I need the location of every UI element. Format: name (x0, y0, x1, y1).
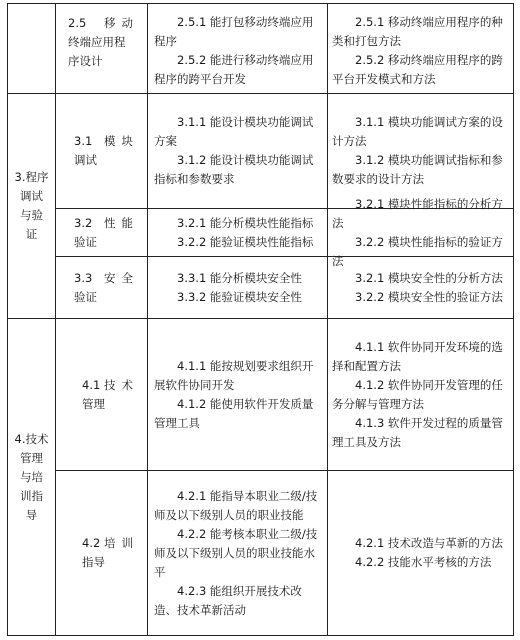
item-name-3-1-line2: 调试 (74, 153, 97, 167)
knowledge-3-1 (328, 94, 514, 209)
knowledge-2-5-1: 2.5.1 移动终端应用程序的种类和打包方法 (332, 15, 503, 48)
item-name-2-5 (56, 4, 148, 94)
unit-4-line3: 与培 (19, 469, 43, 484)
skill-3-3-2: 3.3.2 能验证模块安全性 (177, 289, 302, 304)
skill-3-2-2: 3.2.2 能验证模块性能指标 (177, 234, 314, 249)
competency-table (7, 3, 514, 636)
item-name-3-1 (56, 94, 148, 209)
knowledge-3-1-2: 3.1.2 模块功能调试指标和参数要求的设计方法 (332, 153, 503, 186)
skill-4-2-2: 4.2.2 能考核本职业二级/技师及以下级别人员的职业技能水平 (154, 526, 318, 579)
item-name-3-1-b: 模块 (104, 134, 139, 148)
knowledge-4-1-3: 4.1.3 软件开发过程的质量管理工具及方法 (332, 415, 503, 449)
skill-3-3-1: 3.3.1 能分析模块安全性 (177, 270, 302, 285)
skill-3-2-1: 3.2.1 能分析模块性能指标 (177, 215, 314, 230)
skills-4-2 (148, 471, 328, 636)
unit-3-line4: 证 (25, 227, 38, 241)
item-name-3-2-b: 性能 (104, 215, 139, 230)
knowledge-2-5-2: 2.5.2 移动终端应用程序的跨平台开发模式和方法 (332, 53, 503, 86)
skill-2-5-2: 2.5.2 能进行移动终端应用程序的跨平台开发 (154, 53, 314, 86)
skills-3-1 (148, 94, 328, 209)
unit-4-line1: 4.技术 (14, 431, 49, 446)
knowledge-3-2-2: 3.2.2 模块性能指标的验证方法 (332, 234, 503, 268)
knowledge-3-3-2: 3.2.2 模块安全性的验证方法 (355, 289, 503, 304)
item-name-3-3 (56, 257, 148, 319)
skills-3-2 (148, 209, 328, 257)
knowledge-4-1 (328, 319, 514, 471)
item-name-2-5-line1b: 移动 (104, 16, 139, 30)
item-name-4-1-b: 技术 (104, 377, 139, 392)
unit-4-line2: 管理 (19, 450, 43, 465)
skill-4-1-2: 4.1.2 能使用软件开发质量管理工具 (154, 396, 314, 430)
knowledge-3-3 (328, 257, 514, 319)
unit-4-line4: 训指 (19, 488, 43, 503)
skills-4-1 (148, 319, 328, 471)
item-name-3-3-b: 安全 (104, 270, 139, 285)
knowledge-4-1-1: 4.1.1 软件协同开发环境的选择和配置方法 (332, 339, 503, 373)
item-name-4-2-b: 培训 (104, 536, 139, 550)
skill-3-1-2: 3.1.2 能设计模块功能调试指标和参数要求 (154, 153, 314, 186)
item-name-2-5-line1a: 2.5 (68, 16, 87, 30)
knowledge-4-2-2: 4.2.2 技能水平考核的方法 (355, 555, 492, 569)
item-name-4-2 (56, 471, 148, 636)
unit-cell-4 (8, 319, 56, 636)
item-name-3-2 (56, 209, 148, 257)
knowledge-3-2-1: 3.2.1 模块性能指标的分析方法 (332, 196, 503, 230)
skill-3-1-1: 3.1.1 能设计模块功能调试方案 (154, 115, 314, 148)
unit-3-line3: 与验 (19, 208, 43, 222)
unit-3-line2: 调试 (19, 189, 43, 203)
item-name-3-2-a: 3.2 (74, 215, 93, 230)
item-name-4-1-line2: 管理 (82, 396, 105, 411)
unit-3-line1: 3.程序 (14, 170, 49, 184)
skill-4-2-3: 4.2.3 能组织开展技术改造、技术革新活动 (154, 583, 302, 617)
item-name-2-5-line3: 序设计 (68, 54, 103, 68)
knowledge-4-2-1: 4.2.1 技术改造与革新的方法 (355, 536, 503, 550)
item-name-3-3-a: 3.3 (74, 270, 93, 285)
item-name-4-2-a: 4.2 (82, 536, 101, 550)
skill-4-2-1: 4.2.1 能指导本职业二级/技师及以下级别人员的职业技能 (154, 488, 318, 522)
knowledge-3-2 (328, 196, 514, 268)
item-name-3-3-line2: 验证 (74, 289, 97, 304)
skill-2-5-1: 2.5.1 能打包移动终端应用程序 (154, 15, 314, 48)
item-name-2-5-line2: 终端应用程 (68, 35, 126, 49)
item-name-4-2-line2: 指导 (82, 555, 105, 569)
knowledge-3-1-1: 3.1.1 模块功能调试方案的设计方法 (332, 115, 503, 148)
knowledge-3-3-1: 3.2.1 模块安全性的分析方法 (355, 270, 503, 285)
unit-cell-3 (8, 94, 56, 319)
knowledge-2-5 (328, 4, 514, 94)
item-name-4-1 (56, 319, 148, 471)
knowledge-4-2 (328, 471, 514, 636)
unit-4-line5: 导 (25, 507, 38, 522)
unit-cell-2 (8, 4, 56, 94)
skill-4-1-1: 4.1.1 能按规划要求组织开展软件协同开发 (154, 358, 314, 392)
item-name-4-1-a: 4.1 (82, 377, 101, 392)
item-name-3-1-a: 3.1 (74, 134, 93, 148)
knowledge-4-1-2: 4.1.2 软件协同开发管理的任务分解与管理方法 (332, 377, 503, 411)
item-name-3-2-line2: 验证 (74, 234, 97, 249)
skills-3-3 (148, 257, 328, 319)
skills-2-5 (148, 4, 328, 94)
